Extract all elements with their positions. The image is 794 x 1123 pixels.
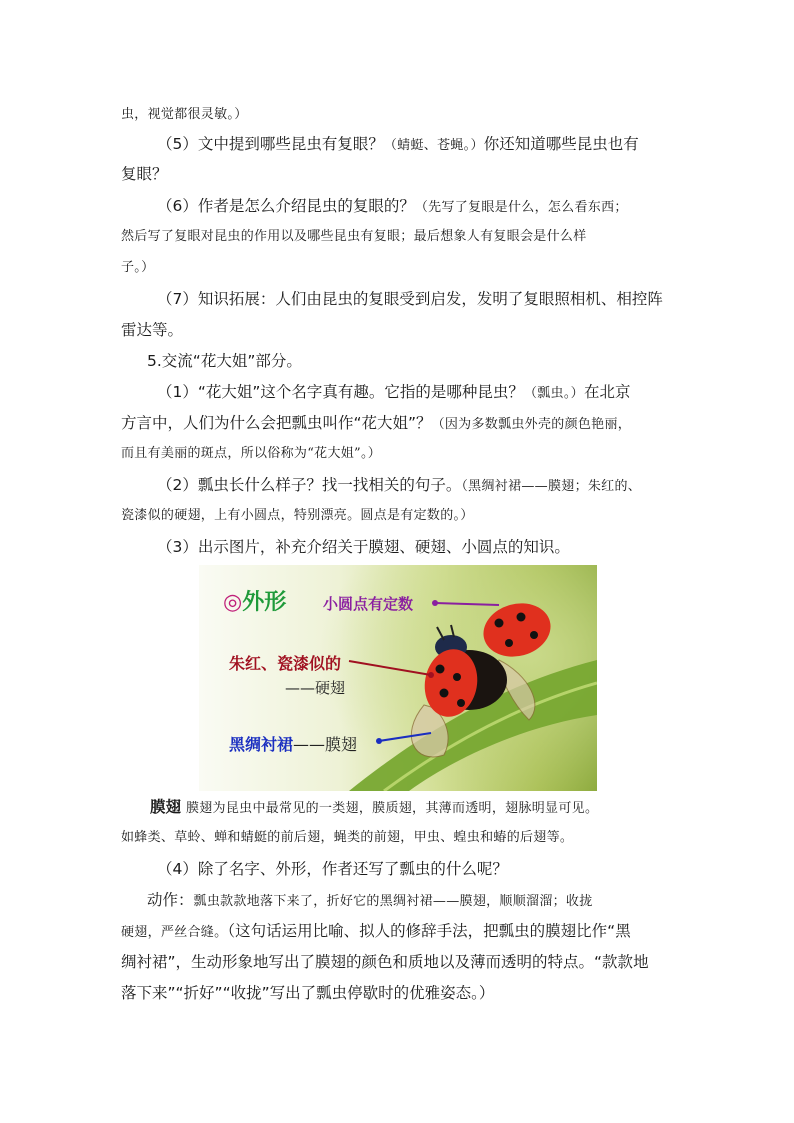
question-text: （7）知识拓展：人们由昆虫的复眼受到启发，发明了复眼照相机、相控阵 [157, 290, 663, 308]
answer-text: 然后写了复眼对昆虫的作用以及哪些昆虫有复眼；最后想象人有复眼会是什么样 [121, 229, 587, 244]
answer-line [121, 444, 381, 464]
answer-text: （瓢虫。） [523, 386, 584, 401]
action-paragraph [147, 890, 593, 912]
text-line [121, 921, 631, 943]
spot [440, 689, 449, 698]
explanation-text: （这句话运用比喻、拟人的修辞手法，把瓢虫的膜翅比作“黑 [227, 922, 631, 940]
question-text: （2）瓢虫长什么样子？找一找相关的句子。 [157, 476, 462, 494]
answer-text: 而且有美丽的斑点，所以俗称为“花大姐”。） [121, 446, 382, 461]
quote-text: 瓢虫款款地落下来了，折好它的黑绸衬裙——膜翅，顺顺溜溜；收拢 [193, 894, 593, 909]
text-line [121, 103, 248, 125]
answer-text: 虫，视觉都很灵敏。） [121, 107, 248, 122]
question-text: 方言中，人们为什么会把瓢虫叫作“花大姐”？ [121, 414, 432, 432]
note-text: 如蜂类、草蛉、蝉和蜻蜓的前后翅，蝇类的前翅，甲虫、蝗虫和蝽的后翅等。 [121, 830, 574, 845]
label-membrane-b: ——膜翅 [293, 735, 358, 754]
pointer-line [349, 661, 431, 675]
question-4 [157, 859, 508, 879]
spot [436, 665, 445, 674]
question-text: 你还知道哪些昆虫也有 [483, 135, 639, 153]
membrane-note [150, 797, 598, 819]
question-2 [157, 475, 641, 497]
question-text: （4）除了名字、外形，作者还写了瓢虫的什么呢？ [157, 860, 508, 878]
section-title: 5.交流“花大姐”部分。 [147, 352, 302, 370]
question-text: 在北京 [583, 383, 631, 401]
answer-line [121, 227, 587, 247]
figure-title-text: 外形 [242, 590, 287, 615]
section-heading [147, 351, 302, 371]
answer-line [121, 506, 474, 526]
answer-text: （蜻蜓、苍蝇。） [383, 138, 484, 153]
answer-text: （先写了复眼是什么，怎么看东西； [414, 200, 628, 215]
spot [453, 673, 461, 681]
answer-text: 子。） [121, 260, 155, 275]
question-text: （3）出示图片，补充介绍关于膜翅、硬翅、小圆点的知识。 [157, 538, 570, 556]
spot [457, 699, 465, 707]
text-line [121, 320, 183, 340]
question-3 [157, 537, 570, 557]
label-hard-wing-1: 朱红、瓷漆似的 [229, 654, 342, 673]
ladybug-figure [199, 565, 597, 791]
hard-wing-right [477, 596, 556, 664]
spot [505, 639, 513, 647]
text-line [121, 164, 168, 184]
answer-text: （黑绸衬裙——膜翅；朱红的、 [461, 479, 642, 494]
note-line [121, 828, 573, 848]
answer-text: 瓷漆似的硬翅，上有小圆点，特别漂亮。圆点是有定数的。） [121, 508, 474, 523]
term-label: 膜翅 [150, 798, 182, 816]
answer-text: （因为多数瓢虫外壳的颜色艳丽， [431, 417, 632, 432]
explanation-text: 落下来”“折好”“收拢”写出了瓢虫停歇时的优雅姿态。） [121, 984, 495, 1002]
text-line [121, 952, 649, 972]
label-membrane-a: 黑绸衬裙 [229, 735, 294, 754]
question-text: 复眼？ [121, 165, 168, 183]
pointer-dot [432, 600, 438, 606]
question-5 [157, 134, 639, 156]
label-dots: 小圆点有定数 [323, 595, 414, 613]
pointer-dot [428, 672, 434, 678]
label-hard-wing-2: ——硬翅 [285, 679, 346, 697]
circle-icon: ◎ [223, 590, 243, 615]
pointer-line [435, 603, 499, 605]
figure-title [223, 585, 286, 616]
question-1 [157, 382, 630, 404]
spot [517, 613, 526, 622]
text-line [121, 983, 494, 1003]
quote-text: 硬翅，严丝合缝。 [121, 925, 228, 940]
explanation-text: 绸衬裙”，生动形象地写出了膜翅的颜色和质地以及薄而透明的特点。“款款地 [121, 953, 649, 971]
pointer-dot [376, 738, 382, 744]
question-7 [157, 289, 663, 309]
text-line [121, 413, 631, 435]
note-text: 膜翅为昆虫中最常见的一类翅，膜质翅，其薄而透明，翅脉明显可见。 [185, 801, 599, 816]
question-text: （6）作者是怎么介绍昆虫的复眼的？ [157, 197, 415, 215]
question-text: （1）“花大姐”这个名字真有趣。它指的是哪种昆虫？ [157, 383, 524, 401]
action-label: 动作： [147, 891, 194, 909]
spot [495, 619, 504, 628]
question-text: （5）文中提到哪些昆虫有复眼？ [157, 135, 384, 153]
label-membrane [229, 732, 357, 755]
question-text: 雷达等。 [121, 321, 184, 339]
answer-line [121, 258, 154, 278]
spot [530, 631, 538, 639]
question-6 [157, 196, 628, 218]
